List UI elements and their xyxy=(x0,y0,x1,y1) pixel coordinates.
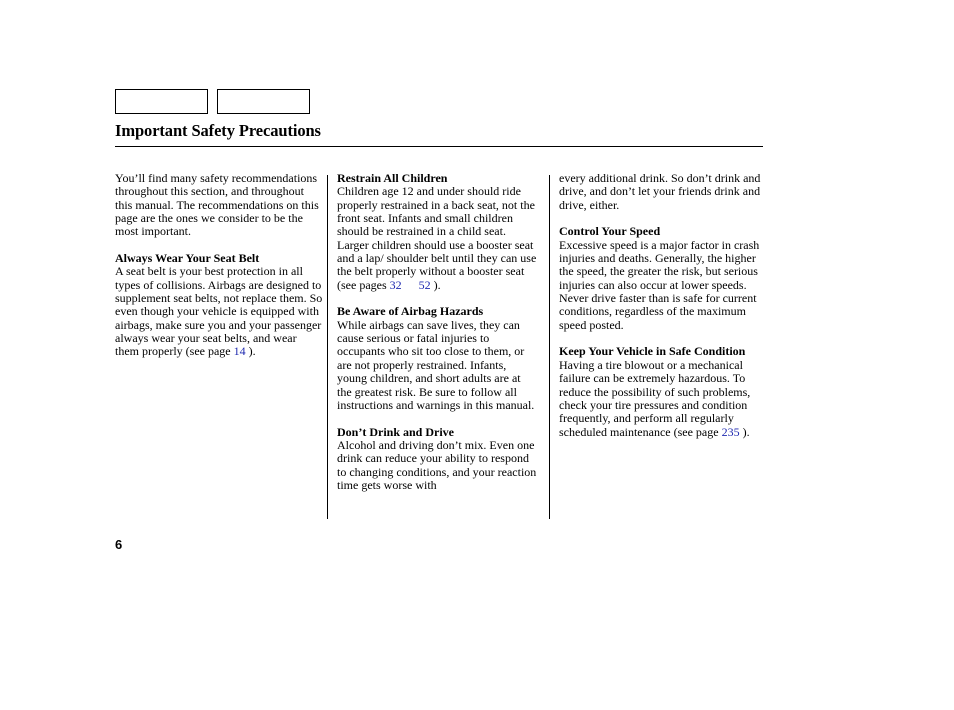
section-heading: Restrain All Children xyxy=(337,171,448,185)
page-link-235[interactable]: 235 xyxy=(721,424,740,439)
drink-drive-continued: every additional drink. So don’t drink and drive, and don’t let your friends drink and drive, either. xyxy=(559,171,761,212)
section-body: Alcohol and driving don’t mix. Even one drink can reduce your ability to respond to changing conditions, and your reaction time gets worse with xyxy=(337,437,537,492)
section-heading: Be Aware of Airbag Hazards xyxy=(337,304,484,319)
section-heading: Don’t Drink and Drive xyxy=(337,424,455,439)
column-2 xyxy=(337,172,537,492)
nav-button-table-of-contents[interactable] xyxy=(217,89,310,114)
page-link-32[interactable]: 32 xyxy=(389,277,402,292)
page-number: 6 xyxy=(115,537,123,552)
section-body: While airbags can save lives, they can cause serious or fatal injuries to occupants who sit too close to them, or are not properly restrained. Infants, young children, and short adults are at the greatest risk. Be sure to follow all instructions and warnings in this manual. xyxy=(337,317,535,412)
seat-belt-section xyxy=(115,252,323,359)
section-heading: Control Your Speed xyxy=(559,224,661,239)
section-tail: ). xyxy=(430,277,441,292)
airbag-section xyxy=(337,305,537,412)
section-heading: Always Wear Your Seat Belt xyxy=(115,251,260,266)
nav-button-main-menu[interactable] xyxy=(115,89,208,114)
page-link-52[interactable]: 52 xyxy=(418,277,431,292)
section-body: Children age 12 and under should ride properly restrained in a back seat, not the front seat. Infants and small children should be restrained in a child seat. Larger children should use a booster seat and a lap/ shoulder belt until they can use the belt properly without a booster seat (see pages xyxy=(337,184,537,292)
page-title: Important Safety Precautions xyxy=(115,121,321,140)
section-tail: ). xyxy=(245,344,256,359)
drink-drive-section xyxy=(337,426,537,493)
children-section xyxy=(337,172,537,292)
title-divider xyxy=(115,146,763,147)
column-3 xyxy=(559,172,763,439)
vehicle-condition-section xyxy=(559,345,763,438)
column-1 xyxy=(115,172,323,359)
section-tail: ). xyxy=(739,424,750,439)
page-link-14[interactable]: 14 xyxy=(233,344,246,359)
speed-section xyxy=(559,225,763,332)
column-divider xyxy=(327,175,328,519)
section-body: Having a tire blowout or a mechanical failure can be extremely hazardous. To reduce the possibility of such problems, check your tire pressures and condition frequently, and perform all regularly scheduled maintenance (see page xyxy=(559,357,751,439)
intro-paragraph: You’ll find many safety recommendations throughout this section, and throughout this manual. The recommendations on this page are the ones we consider to be the most important. xyxy=(115,171,319,239)
column-divider xyxy=(549,175,550,519)
section-body: A seat belt is your best protection in all types of collisions. Airbags are designed to supplement seat belts, not replace them. So even though your vehicle is equipped with airbags, make sure you and your passenger always wear your seat belts, and wear them properly (see page xyxy=(115,264,323,359)
section-body: Excessive speed is a major factor in crash injuries and deaths. Generally, the higher the speed, the greater the risk, but serious injuries can also occur at lower speeds. Never drive faster than is safe for current conditions, regardless of the maximum speed posted. xyxy=(559,237,760,332)
section-heading: Keep Your Vehicle in Safe Condition xyxy=(559,344,746,359)
